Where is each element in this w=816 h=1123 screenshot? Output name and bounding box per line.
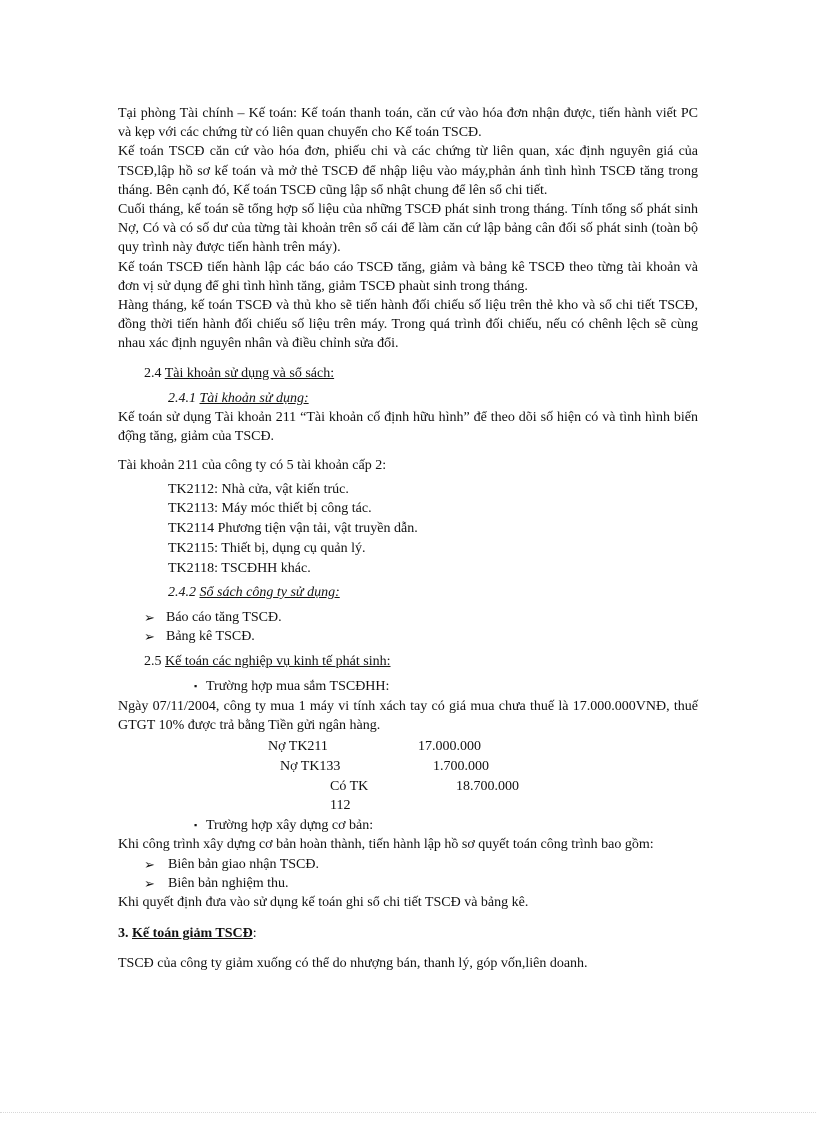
- arrow-bullet-icon: ➢: [144, 875, 155, 891]
- table-row: Nợ TK133 1.700.000: [280, 758, 489, 774]
- doc-item: ➢ Biên bản giao nhận TSCĐ.: [118, 855, 698, 874]
- case-1-heading: ▪ Trường hợp mua sắm TSCĐHH:: [118, 677, 698, 696]
- case-2-text: Khi công trình xây dựng cơ bản hoàn thành, tiến hành lập hồ sơ quyết toán công trình bao gồm:: [118, 837, 654, 853]
- heading-2-4: 2.4 Tài khoản sử dụng và sổ sách:: [144, 365, 335, 381]
- arrow-bullet-icon: ➢: [144, 609, 155, 625]
- square-bullet-icon: ▪: [194, 820, 198, 831]
- case-1-text: Ngày 07/11/2004, công ty mua 1 máy vi tính xách tay có giá mua chưa thuế là 17.000.000VNĐ, thuế GTGT 10% được trả bằng Tiền gửi ngân hàng.: [118, 698, 698, 733]
- document-page: [118, 104, 698, 973]
- paragraph-5: Hàng tháng, kế toán TSCĐ và thủ kho sẽ tiến hành đối chiếu số liệu trên thẻ kho và sổ chi tiết TSCĐ, đồng thời tiến hành đối chiếu số liệu trên máy. Trong quá trình đối chiếu, nếu có chênh lệch sẽ cùng nhau xác định nguyên nhân và điều chỉnh sửa đổi.: [118, 298, 698, 352]
- heading-2-4-2: 2.4.2 Sổ sách công ty sử dụng:: [168, 584, 340, 600]
- book-item: ➢ Báo cáo tăng TSCĐ.: [118, 608, 698, 627]
- heading-2-5: 2.5 Kế toán các nghiệp vụ kinh tế phát sinh:: [144, 654, 391, 670]
- list-item: TK2113: Máy móc thiết bị công tác.: [168, 501, 372, 517]
- tk-intro: Tài khoản 211 của công ty có 5 tài khoản cấp 2:: [118, 458, 387, 474]
- book-item: ➢ Bảng kê TSCĐ.: [118, 627, 698, 646]
- tk-list: [118, 480, 698, 579]
- paragraph-4: Kế toán TSCĐ tiến hành lập các báo cáo TSCĐ tăng, giảm và bảng kê TSCĐ theo từng tài khoản và đơn vị sử dụng để ghi tình hình tăng, giảm TSCĐ phaùt sinh trong tháng.: [118, 259, 698, 294]
- paragraph-2-4-1: Kế toán sử dụng Tài khoản 211 “Tài khoản cố định hữu hình” để theo dõi số hiện có và tình hình biến độ̂ng tăng, giảm của TSCĐ.: [118, 410, 698, 445]
- list-item: TK2118: TSCĐHH khác.: [168, 560, 311, 576]
- list-item: TK2112: Nhà cửa, vật kiến trúc.: [168, 481, 349, 497]
- table-row: Có TK 112 18.700.000: [330, 778, 519, 814]
- heading-2-4-1: 2.4.1 Tài khoản sử dụng:: [168, 390, 309, 406]
- journal-entry: [118, 737, 698, 816]
- arrow-bullet-icon: ➢: [144, 629, 155, 645]
- doc-item: ➢ Biên bản nghiệm thu.: [118, 874, 698, 893]
- list-item: TK2115: Thiết bị, dụng cụ quản lý.: [168, 541, 366, 557]
- paragraph-3: Cuối tháng, kế toán sẽ tổng hợp số liệu của những TSCĐ phát sinh trong tháng. Tính tổng số phát sinh Nợ, Có và có số dư của từng tài khoản trên sổ cái để làm căn cứ lập bảng cân đối số phát sinh (toàn bộ quy trình này được tiến hành trên máy).: [118, 202, 698, 256]
- list-item: TK2114 Phương tiện vận tải, vật truyền dẫn.: [168, 521, 418, 537]
- arrow-bullet-icon: ➢: [144, 856, 155, 872]
- case-2-closing: Khi quyết định đưa vào sử dụng kế toán ghi sổ chi tiết TSCĐ và bảng kê.: [118, 895, 529, 911]
- paragraph-3-text: TSCĐ của công ty giảm xuống có thể do nhượng bán, thanh lý, góp vốn,liên doanh.: [118, 956, 588, 972]
- case-2-heading: ▪ Trường hợp xây dựng cơ bản:: [118, 816, 698, 835]
- paragraph-2: Kế toán TSCĐ căn cứ vào hóa đơn, phiếu chi và các chứng từ liên quan, xác định nguyên giá của TSCĐ,lập hồ sơ kế toán và mở thẻ TSCĐ để nhập liệu vào máy,phản ánh tình hình TSCĐ tăng trong tháng. Bên cạnh đó, Kế toán TSCĐ cũng lập sổ nhật chung để lên sổ chi tiết.: [118, 144, 698, 198]
- square-bullet-icon: ▪: [194, 681, 198, 692]
- table-row: Nợ TK211 17.000.000: [268, 739, 481, 755]
- page-footer-rule: [0, 1112, 816, 1113]
- heading-3: 3. Kế toán giảm TSCĐ:: [118, 926, 257, 942]
- paragraph-1: Tại phòng Tài chính – Kế toán: Kế toán thanh toán, căn cứ vào hóa đơn nhận được, tiến hành viết PC và kẹp với các chứng từ có liên quan chuyển cho Kế toán TSCĐ.: [118, 106, 698, 141]
